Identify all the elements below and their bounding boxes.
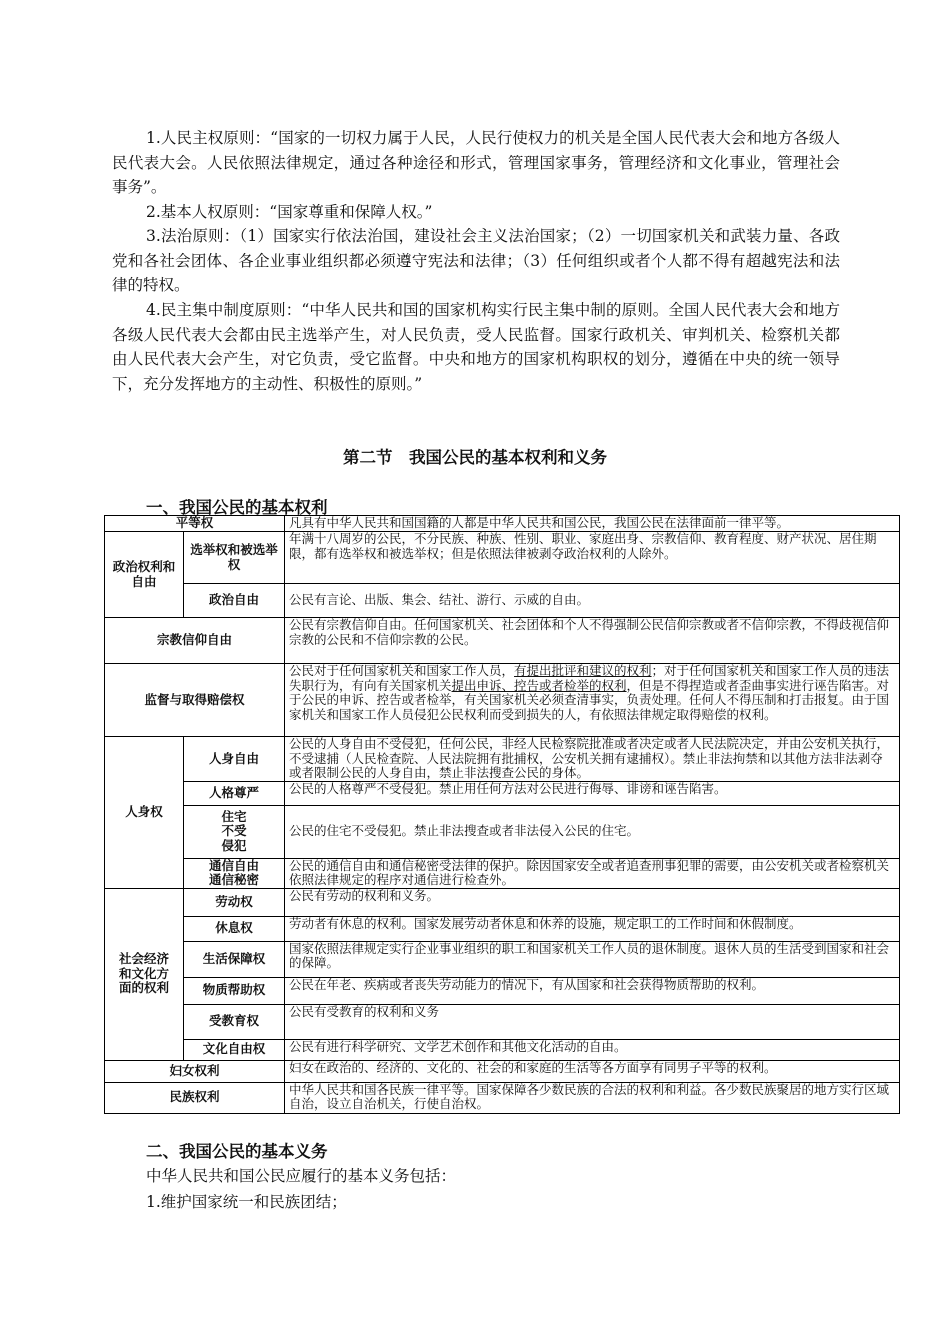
table-row xyxy=(105,737,900,782)
sub-label-labor: 劳动权 xyxy=(184,888,285,916)
table-row xyxy=(105,805,900,858)
table-row xyxy=(105,1082,900,1113)
supervision-underline-criticism: 有提出批评和建议的权利 xyxy=(514,663,652,678)
row-desc-material: 公民在年老、疾病或者丧失劳动能力的情况下，有从国家和社会获得物质帮助的权利。 xyxy=(285,977,900,1004)
sub-label-security: 生活保障权 xyxy=(184,941,285,977)
row-label-equality: 平等权 xyxy=(105,516,285,532)
sub-label-election: 选举权和被选举权 xyxy=(184,532,285,584)
residence-label-text: 住宅不受侵犯 xyxy=(221,808,247,853)
row-desc-women: 妇女在政治的、经济的、文化的、社会的和家庭的生活等各方面享有同男子平等的权利。 xyxy=(285,1060,900,1082)
row-label-person: 人身权 xyxy=(105,737,184,889)
row-desc-labor: 公民有劳动的权利和义务。 xyxy=(285,888,900,916)
table-row xyxy=(105,977,900,1004)
social-label-text: 社会经济和文化方面的权利 xyxy=(118,951,169,996)
rights-table xyxy=(104,515,900,1114)
supervision-text-a: 公民对于任何国家机关和国家工作人员， xyxy=(289,663,515,678)
principle-rule-of-law: 3.法治原则：（1）国家实行依法治国，建设社会主义法治国家；（2）一切国家机关和武装力量、各政党和各社会团体、各企业事业组织都必须遵守宪法和法律；（3）任何组织或者个人都不得有超越宪法和法律的特权。 xyxy=(112,227,840,294)
sub-label-education: 受教育权 xyxy=(184,1004,285,1039)
table-row xyxy=(105,888,900,916)
supervision-text-b: ；对于任何国家机关和国家工作人员的违法失职行为，有向有关国家机关 xyxy=(289,663,890,693)
sub-label-material: 物质帮助权 xyxy=(184,977,285,1004)
principle-people-sovereignty: 1.人民主权原则：“国家的一切权力属于人民，人民行使权力的机关是全国人民代表大会和地方各级人民代表大会。人民依照法律规定，通过各种途径和形式，管理国家事务，管理经济和文化事业，管理社会事务”。 xyxy=(112,129,840,196)
row-label-social xyxy=(105,888,184,1060)
sub-label-culture: 文化自由权 xyxy=(184,1039,285,1060)
rights-heading: 一、我国公民的基本权利 xyxy=(146,498,328,517)
sub-label-residence xyxy=(184,805,285,858)
row-label-women: 妇女权利 xyxy=(105,1060,285,1082)
row-desc-equality: 凡具有中华人民共和国国籍的人都是中华人民共和国公民，我国公民在法律面前一律平等。 xyxy=(285,516,900,532)
table-row xyxy=(105,1004,900,1039)
table-row xyxy=(105,1039,900,1060)
row-desc-communication: 公民的通信自由和通信秘密受法律的保护。除因国家安全或者追查刑事犯罪的需要，由公安机关或者检察机关依照法律规定的程序对通信进行检查外。 xyxy=(285,858,900,888)
sub-label-liberty: 人身自由 xyxy=(184,737,285,782)
duties-heading: 二、我国公民的基本义务 xyxy=(146,1142,328,1161)
table-row xyxy=(105,781,900,805)
table-row xyxy=(105,916,900,941)
section-title: 第二节 我国公民的基本权利和义务 xyxy=(343,448,607,467)
row-desc-dignity: 公民的人格尊严不受侵犯。禁止用任何方法对公民进行侮辱、诽谤和诬告陷害。 xyxy=(285,781,900,805)
sub-label-communication xyxy=(184,858,285,888)
row-label-religion: 宗教信仰自由 xyxy=(105,618,285,664)
table-row xyxy=(105,664,900,737)
row-label-ethnic: 民族权利 xyxy=(105,1082,285,1113)
row-desc-rest: 劳动者有休息的权利。国家发展劳动者休息和休养的设施，规定职工的工作时间和休假制度。 xyxy=(285,916,900,941)
sub-label-rest: 休息权 xyxy=(184,916,285,941)
row-desc-liberty: 公民的人身自由不受侵犯，任何公民，非经人民检察院批准或者决定或者人民法院决定，并由公安机关执行，不受逮捕（人民检查院、人民法院拥有批捕权，公安机关拥有逮捕权）。禁止非法拘禁和以其他方法非法剥夺或者限制公民的人身自由，禁止非法搜查公民的身体。 xyxy=(285,737,900,782)
supervision-text-c: ，但是不得捏造或者歪曲事实进行诬告陷害。对于公民的申诉、控告或者检举，有关国家机关必须查清事实，负责处理。任何人不得压制和打击报复。由于国家机关和国家工作人员侵犯公民权利而受到损失的人，有依照法律规定取得赔偿的权利。 xyxy=(289,677,890,722)
row-desc-religion: 公民有宗教信仰自由。任何国家机关、社会团体和个人不得强制公民信仰宗教或者不信仰宗教，不得歧视信仰宗教的公民和不信仰宗教的公民。 xyxy=(285,618,900,664)
communication-label-text: 通信自由通信秘密 xyxy=(208,857,259,887)
duty-item-1: 1.维护国家统一和民族团结； xyxy=(146,1193,347,1211)
principle-democratic-centralism: 4.民主集中制度原则：“中华人民共和国的国家机构实行民主集中制的原则。全国人民代表大会和地方各级人民代表大会都由民主选举产生，对人民负责，受人民监督。国家行政机关、审判机关、检察机关都由人民代表大会产生，对它负责，受它监督。中央和地方的国家机构职权的划分，遵循在中央的统一领导下，充分发挥地方的主动性、积极性的原则。” xyxy=(112,301,840,393)
principle-human-rights: 2.基本人权原则：“国家尊重和保障人权。” xyxy=(146,203,433,221)
row-label-political: 政治权利和自由 xyxy=(105,532,184,618)
row-desc-political-freedom: 公民有言论、出版、集会、结社、游行、示威的自由。 xyxy=(285,584,900,618)
table-row xyxy=(105,516,900,532)
table-row xyxy=(105,532,900,584)
sub-label-dignity: 人格尊严 xyxy=(184,781,285,805)
supervision-underline-complaint: 提出申诉、控告或者检举的权利 xyxy=(451,677,627,693)
row-desc-supervision xyxy=(285,664,900,737)
row-desc-culture: 公民有进行科学研究、文学艺术创作和其他文化活动的自由。 xyxy=(285,1039,900,1060)
row-desc-residence: 公民的住宅不受侵犯。禁止非法搜查或者非法侵入公民的住宅。 xyxy=(285,805,900,858)
sub-label-political-freedom: 政治自由 xyxy=(184,584,285,618)
row-desc-security: 国家依照法律规定实行企业事业组织的职工和国家机关工作人员的退休制度。退休人员的生活受到国家和社会的保障。 xyxy=(285,941,900,977)
row-label-supervision: 监督与取得赔偿权 xyxy=(105,664,285,737)
table-row xyxy=(105,584,900,618)
row-desc-election: 年满十八周岁的公民，不分民族、种族、性别、职业、家庭出身、宗教信仰、教育程度、财产状况、居住期限，都有选举权和被选举权；但是依照法律被剥夺政治权利的人除外。 xyxy=(285,532,900,584)
row-desc-education: 公民有受教育的权利和义务 xyxy=(285,1004,900,1039)
duties-intro: 中华人民共和国公民应履行的基本义务包括： xyxy=(146,1167,457,1185)
row-desc-ethnic: 中华人民共和国各民族一律平等。国家保障各少数民族的合法的权利和利益。各少数民族聚居的地方实行区域自治，设立自治机关，行使自治权。 xyxy=(285,1082,900,1113)
table-row xyxy=(105,618,900,664)
table-row xyxy=(105,858,900,888)
table-row xyxy=(105,1060,900,1082)
table-row xyxy=(105,941,900,977)
